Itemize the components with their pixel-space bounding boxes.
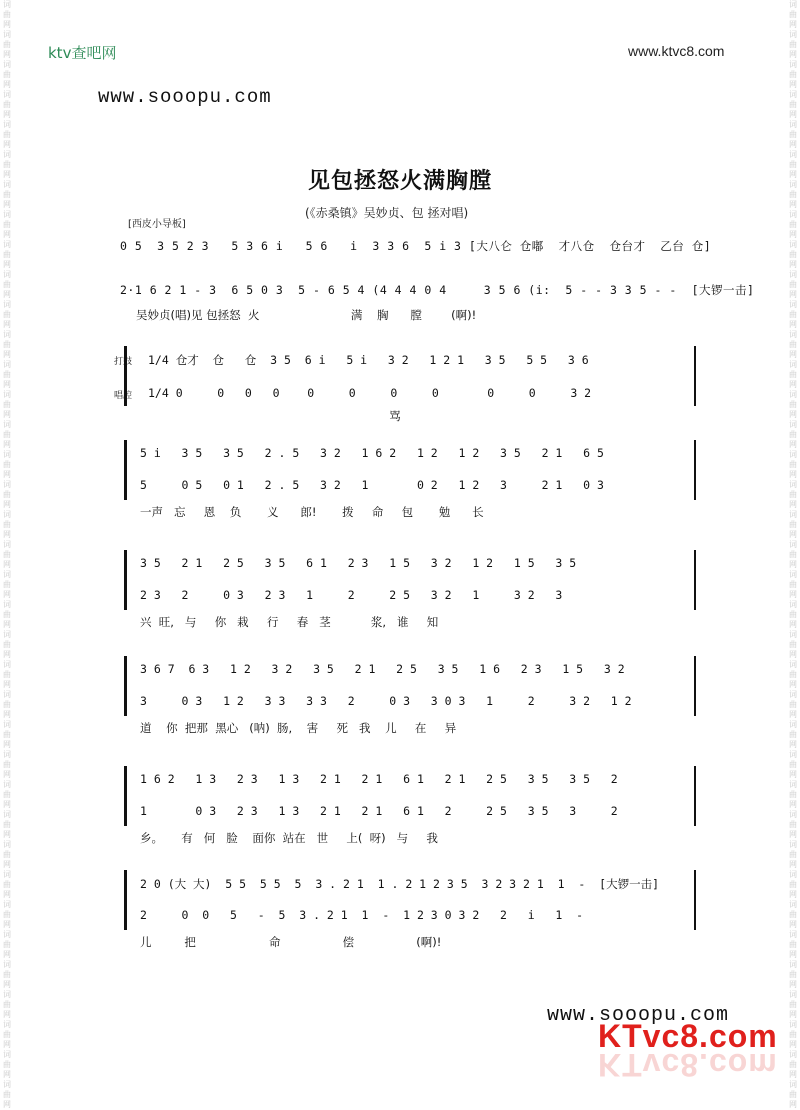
border-glyph: 曲 (789, 700, 797, 709)
border-glyph: 曲 (3, 70, 11, 79)
border-glyph: 词 (789, 480, 797, 489)
border-glyph: 网 (789, 320, 797, 329)
border-glyph: 曲 (3, 160, 11, 169)
lyric-line-2: 吴妙贞(唱)见 包拯怒 火 满 胸 膛 (啊)! (136, 308, 477, 322)
border-glyph: 网 (3, 620, 11, 629)
border-glyph: 网 (3, 560, 11, 569)
border-glyph: 曲 (3, 490, 11, 499)
border-glyph: 网 (3, 290, 11, 299)
border-glyph: 词 (789, 570, 797, 579)
border-glyph: 网 (3, 110, 11, 119)
border-glyph: 词 (789, 90, 797, 99)
border-glyph: 曲 (3, 130, 11, 139)
border-glyph: 曲 (789, 190, 797, 199)
system-brace (124, 766, 133, 826)
border-glyph: 曲 (3, 220, 11, 229)
border-glyph: 词 (3, 540, 11, 549)
staff-top-3: 3 5 2 1 2 5 3 5 6 1 2 3 1 5 3 2 1 2 1 5 3 5 (140, 556, 577, 570)
border-glyph: 曲 (3, 280, 11, 289)
border-glyph: 词 (3, 330, 11, 339)
border-glyph: 网 (789, 140, 797, 149)
border-glyph: 曲 (3, 250, 11, 259)
border-glyph: 曲 (789, 100, 797, 109)
border-glyph: 曲 (789, 430, 797, 439)
border-glyph: 网 (3, 470, 11, 479)
border-glyph: 曲 (3, 940, 11, 949)
border-glyph: 词 (789, 510, 797, 519)
border-glyph: 词 (789, 240, 797, 249)
border-glyph: 词 (789, 810, 797, 819)
notation-line-2: 2·1 6 2 1 - 3 6 5 0 3 5 - 6 5 4 (4 4 4 0 4 3 5 6 (i: 5 - - 3 3 5 - - [大锣一击] (120, 283, 755, 297)
border-glyph: 网 (789, 200, 797, 209)
border-glyph: 曲 (789, 670, 797, 679)
staff-top-2: 5 i 3 5 3 5 2 . 5 3 2 1 6 2 1 2 1 2 3 5 2 1 6 5 (140, 446, 604, 460)
border-glyph: 曲 (789, 130, 797, 139)
border-glyph: 网 (3, 80, 11, 89)
border-glyph: 网 (789, 260, 797, 269)
border-glyph: 词 (3, 270, 11, 279)
border-glyph: 网 (789, 650, 797, 659)
border-glyph: 词 (3, 720, 11, 729)
border-glyph: 网 (789, 890, 797, 899)
border-glyph: 网 (3, 350, 11, 359)
border-glyph: 网 (3, 710, 11, 719)
barline-end (694, 870, 696, 930)
border-glyph: 曲 (3, 310, 11, 319)
border-glyph: 词 (789, 720, 797, 729)
border-glyph: 网 (3, 530, 11, 539)
system-brace (124, 870, 133, 930)
section-tag: [西皮小导板] (128, 219, 186, 230)
border-glyph: 曲 (3, 970, 11, 979)
border-glyph: 曲 (789, 820, 797, 829)
watermark-bottom: www.sooopu.com (547, 1004, 730, 1027)
border-glyph: 曲 (789, 1000, 797, 1009)
border-glyph: 词 (3, 180, 11, 189)
ktvc8-logo: KTvc8.com (598, 1018, 778, 1054)
border-glyph: 词 (3, 1020, 11, 1029)
border-glyph: 网 (789, 1010, 797, 1019)
border-glyph: 网 (789, 980, 797, 989)
border-glyph: 曲 (3, 640, 11, 649)
border-glyph: 网 (789, 710, 797, 719)
border-glyph: 词 (3, 960, 11, 969)
staff-bottom-4: 3 0 3 1 2 3 3 3 3 2 0 3 3 0 3 1 2 3 2 1 2 (140, 694, 632, 708)
border-glyph: 词 (3, 990, 11, 999)
border-glyph: 词 (789, 330, 797, 339)
border-glyph: 网 (789, 50, 797, 59)
border-glyph: 网 (789, 560, 797, 569)
barline-end (694, 550, 696, 610)
border-glyph: 曲 (3, 550, 11, 559)
border-glyph: 曲 (789, 970, 797, 979)
border-glyph: 词 (3, 60, 11, 69)
staff-top-6: 2 0 (大 大) 5 5 5 5 5 3 . 2 1 1 . 2 1 2 3 5 3 2 3 2 1 1 - [大锣一击] (140, 877, 660, 891)
border-glyph: 曲 (3, 40, 11, 49)
lyric-system-2: 一声 忘 恩 负 义 郎! 拨 命 包 勉 长 (140, 505, 484, 519)
border-glyph: 曲 (3, 520, 11, 529)
border-glyph: 网 (3, 1040, 11, 1049)
lyric-system-1: 骂 (148, 409, 401, 423)
border-glyph: 网 (789, 170, 797, 179)
border-glyph: 词 (3, 210, 11, 219)
system-brace (124, 656, 133, 716)
staff-bottom-2: 5 0 5 0 1 2 . 5 3 2 1 0 2 1 2 3 2 1 0 3 (140, 478, 604, 492)
border-glyph: 网 (3, 410, 11, 419)
border-glyph: 曲 (3, 400, 11, 409)
border-glyph: 网 (3, 170, 11, 179)
score-system-4 (126, 656, 698, 736)
border-glyph: 词 (789, 270, 797, 279)
border-glyph: 曲 (789, 850, 797, 859)
border-glyph: 词 (789, 630, 797, 639)
border-glyph: 网 (789, 440, 797, 449)
border-glyph: 词 (789, 750, 797, 759)
border-glyph: 曲 (3, 1060, 11, 1069)
watermark-top: www.sooopu.com (98, 86, 272, 108)
barline-end (694, 656, 696, 716)
border-glyph: 曲 (789, 610, 797, 619)
border-glyph: 网 (3, 800, 11, 809)
border-glyph: 曲 (789, 640, 797, 649)
border-glyph: 曲 (789, 280, 797, 289)
border-glyph: 词 (789, 360, 797, 369)
border-glyph: 网 (789, 380, 797, 389)
lyric-system-4: 道 你 把那 黑心 (呐) 肠, 害 死 我 儿 在 异 (140, 721, 457, 735)
border-glyph: 曲 (789, 880, 797, 889)
border-glyph: 词 (789, 1080, 797, 1089)
score-title: 见包拯怒火满胸膛 (307, 169, 492, 194)
border-glyph: 曲 (3, 1090, 11, 1099)
border-glyph: 网 (789, 800, 797, 809)
border-glyph: 词 (789, 690, 797, 699)
border-glyph: 曲 (3, 190, 11, 199)
border-glyph: 词 (789, 60, 797, 69)
border-glyph: 词 (789, 180, 797, 189)
border-glyph: 曲 (789, 250, 797, 259)
border-glyph: 网 (789, 920, 797, 929)
border-glyph: 词 (789, 780, 797, 789)
border-glyph: 曲 (789, 550, 797, 559)
border-glyph: 网 (3, 1100, 11, 1109)
staff-bottom-3: 2 3 2 0 3 2 3 1 2 2 5 3 2 1 3 2 3 (140, 588, 563, 602)
border-glyph: 网 (3, 1070, 11, 1079)
barline-end (694, 440, 696, 500)
border-glyph: 网 (3, 140, 11, 149)
border-glyph: 网 (789, 740, 797, 749)
border-glyph: 曲 (3, 460, 11, 469)
border-glyph: 网 (789, 500, 797, 509)
score-subtitle: (《赤桑镇》吴妙贞、包 拯对唱) (305, 206, 469, 220)
border-glyph: 词 (3, 90, 11, 99)
staff-bottom-6: 2 0 0 5 - 5 3 . 2 1 1 - 1 2 3 0 3 2 2 i 1 - (140, 908, 584, 922)
border-glyph: 词 (3, 1080, 11, 1089)
staff-bottom-1: 1/4 0 0 0 0 0 0 0 0 0 0 3 2 (148, 386, 592, 400)
border-glyph: 网 (3, 950, 11, 959)
border-glyph: 网 (3, 920, 11, 929)
border-glyph: 曲 (3, 820, 11, 829)
border-glyph: 词 (3, 450, 11, 459)
border-glyph: 词 (789, 1020, 797, 1029)
site-url-right[interactable]: www.ktvc8.com (628, 43, 725, 59)
border-glyph: 曲 (789, 40, 797, 49)
border-glyph: 网 (789, 110, 797, 119)
border-glyph: 曲 (3, 370, 11, 379)
border-glyph: 网 (3, 320, 11, 329)
border-glyph: 词 (3, 390, 11, 399)
border-glyph: 网 (789, 1100, 797, 1109)
part-label-vocal: 唱腔 (114, 391, 133, 401)
border-glyph: 曲 (3, 430, 11, 439)
border-glyph: 网 (3, 500, 11, 509)
notation-line-1: 0 5 3 5 2 3 5 3 6 i 5 6 i 3 3 6 5 i 3 [大八仑 仓嘟 才八仓 仓台才 乙台 仓] (120, 239, 712, 253)
border-glyph: 词 (789, 210, 797, 219)
border-glyph: 曲 (3, 10, 11, 19)
border-glyph: 曲 (3, 730, 11, 739)
score-system-6 (126, 870, 698, 950)
border-glyph: 网 (3, 20, 11, 29)
border-glyph: 词 (789, 870, 797, 879)
border-glyph: 网 (789, 230, 797, 239)
border-glyph: 词 (3, 930, 11, 939)
barline-end (694, 766, 696, 826)
border-glyph: 词 (3, 0, 11, 9)
border-glyph: 网 (3, 890, 11, 899)
staff-bottom-5: 1 0 3 2 3 1 3 2 1 2 1 6 1 2 2 5 3 5 3 2 (140, 804, 618, 818)
lyric-system-3: 兴 旺, 与 你 栽 行 春 茎 浆, 谁 知 (140, 615, 439, 629)
border-glyph: 曲 (789, 760, 797, 769)
border-glyph: 网 (3, 860, 11, 869)
border-glyph: 曲 (789, 940, 797, 949)
score-system-2 (126, 440, 698, 520)
part-label-percussion: 打鼓 (114, 357, 133, 367)
border-glyph: 词 (3, 360, 11, 369)
border-glyph: 网 (3, 50, 11, 59)
staff-top-1: 1/4 仓才 仓 仓 3 5 6 i 5 i 3 2 1 2 1 3 5 5 5 3 6 (148, 353, 589, 367)
border-glyph: 网 (789, 1070, 797, 1079)
border-glyph: 词 (3, 420, 11, 429)
border-glyph: 网 (789, 680, 797, 689)
border-glyph: 词 (789, 930, 797, 939)
border-glyph: 词 (3, 750, 11, 759)
site-name-left[interactable]: ktv查吧网 (48, 44, 117, 62)
border-glyph: 网 (789, 950, 797, 959)
border-glyph: 网 (3, 680, 11, 689)
border-glyph: 词 (3, 30, 11, 39)
border-glyph: 词 (3, 480, 11, 489)
border-glyph: 曲 (3, 910, 11, 919)
score-system-5 (126, 766, 698, 846)
border-glyph: 网 (789, 470, 797, 479)
border-glyph: 网 (789, 590, 797, 599)
border-glyph: 曲 (3, 670, 11, 679)
border-glyph: 曲 (789, 790, 797, 799)
border-glyph: 网 (3, 230, 11, 239)
border-glyph: 网 (3, 830, 11, 839)
border-glyph: 词 (789, 990, 797, 999)
barline-end (694, 346, 696, 406)
border-glyph: 网 (789, 770, 797, 779)
border-glyph: 网 (3, 1010, 11, 1019)
border-glyph: 曲 (789, 910, 797, 919)
border-glyph: 词 (789, 390, 797, 399)
border-glyph: 曲 (789, 370, 797, 379)
border-glyph: 词 (789, 450, 797, 459)
border-glyph: 网 (3, 740, 11, 749)
border-glyph: 词 (3, 690, 11, 699)
border-glyph: 曲 (3, 610, 11, 619)
border-glyph: 曲 (789, 160, 797, 169)
border-glyph: 曲 (789, 490, 797, 499)
border-glyph: 曲 (3, 790, 11, 799)
border-glyph: 词 (789, 600, 797, 609)
border-glyph: 词 (3, 870, 11, 879)
border-glyph: 网 (3, 980, 11, 989)
staff-top-5: 1 6 2 1 3 2 3 1 3 2 1 2 1 6 1 2 1 2 5 3 5 3 5 2 (140, 772, 618, 786)
border-glyph: 网 (3, 200, 11, 209)
border-glyph: 词 (789, 300, 797, 309)
border-glyph: 网 (789, 410, 797, 419)
border-glyph: 网 (789, 20, 797, 29)
score-system-1 (114, 346, 698, 426)
border-glyph: 网 (789, 1040, 797, 1049)
border-glyph: 曲 (3, 700, 11, 709)
border-glyph: 曲 (3, 880, 11, 889)
border-glyph: 词 (789, 420, 797, 429)
border-glyph: 词 (3, 900, 11, 909)
border-glyph: 词 (3, 300, 11, 309)
border-glyph: 词 (3, 600, 11, 609)
border-glyph: 网 (3, 770, 11, 779)
lyric-system-6: 儿 把 命 偿 (啊)! (140, 935, 442, 949)
border-glyph: 词 (3, 630, 11, 639)
border-glyph: 词 (789, 30, 797, 39)
ktvc8-logo-reflection: KTvc8.com (598, 1047, 778, 1083)
border-glyph: 曲 (3, 340, 11, 349)
border-glyph: 词 (3, 780, 11, 789)
border-glyph: 网 (789, 620, 797, 629)
border-glyph: 网 (789, 290, 797, 299)
border-glyph: 词 (3, 660, 11, 669)
border-glyph: 词 (789, 660, 797, 669)
border-glyph: 曲 (789, 1030, 797, 1039)
border-glyph: 曲 (789, 460, 797, 469)
border-glyph: 词 (789, 540, 797, 549)
border-glyph: 曲 (789, 730, 797, 739)
border-glyph: 词 (789, 120, 797, 129)
border-glyph: 曲 (3, 1000, 11, 1009)
border-glyph: 网 (3, 440, 11, 449)
border-glyph: 词 (789, 150, 797, 159)
border-glyph: 曲 (789, 1090, 797, 1099)
border-glyph: 曲 (3, 850, 11, 859)
border-glyph: 词 (789, 1050, 797, 1059)
border-glyph: 网 (3, 590, 11, 599)
border-glyph: 词 (3, 240, 11, 249)
border-glyph: 网 (789, 830, 797, 839)
border-glyph: 词 (789, 840, 797, 849)
border-glyph: 曲 (789, 10, 797, 19)
border-glyph: 网 (789, 80, 797, 89)
border-glyph: 网 (3, 380, 11, 389)
border-glyph: 曲 (3, 580, 11, 589)
border-glyph: 曲 (789, 220, 797, 229)
border-glyph: 网 (789, 860, 797, 869)
border-glyph: 词 (3, 840, 11, 849)
border-glyph: 网 (789, 530, 797, 539)
lyric-system-5: 乡。 有 何 脸 面你 站在 世 上( 呀) 与 我 (140, 831, 438, 845)
border-glyph: 曲 (3, 100, 11, 109)
border-glyph: 网 (3, 260, 11, 269)
border-glyph: 曲 (789, 310, 797, 319)
border-glyph: 网 (789, 350, 797, 359)
border-glyph: 词 (3, 120, 11, 129)
border-glyph: 词 (3, 1050, 11, 1059)
border-glyph: 词 (3, 810, 11, 819)
border-glyph: 曲 (3, 1030, 11, 1039)
border-glyph: 曲 (789, 400, 797, 409)
score-system-3 (126, 550, 698, 630)
border-glyph: 词 (789, 900, 797, 909)
border-glyph: 曲 (789, 1060, 797, 1069)
border-glyph: 词 (3, 150, 11, 159)
border-glyph: 网 (3, 650, 11, 659)
staff-top-4: 3 6 7 6 3 1 2 3 2 3 5 2 1 2 5 3 5 1 6 2 3 1 5 3 2 (140, 662, 625, 676)
border-glyph: 曲 (789, 520, 797, 529)
border-glyph: 曲 (789, 580, 797, 589)
border-glyph: 词 (789, 960, 797, 969)
system-brace (124, 550, 133, 610)
border-glyph: 词 (789, 0, 797, 9)
system-brace (124, 440, 133, 500)
border-glyph: 曲 (789, 70, 797, 79)
border-glyph: 曲 (789, 340, 797, 349)
border-glyph: 词 (3, 570, 11, 579)
border-glyph: 词 (3, 510, 11, 519)
border-glyph: 曲 (3, 760, 11, 769)
